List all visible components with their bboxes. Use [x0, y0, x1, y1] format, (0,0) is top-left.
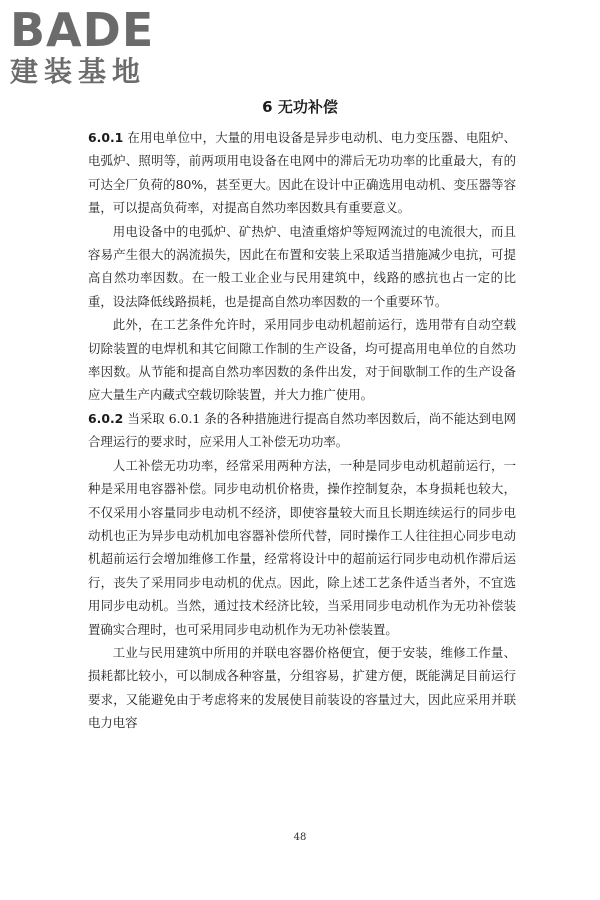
- logo-word: BADE: [10, 3, 155, 57]
- paragraph: 工业与民用建筑中所用的并联电容器价格便宜，便于安装，维修工作量、损耗都比较小，可以制成各种容量，分组容易，扩建方便，既能满足目前运行要求，又能避免由于考虑将来的发展使目前装设的容量过大，因此应采用并联电力电容: [88, 644, 516, 731]
- paragraph-6-0-2: [88, 407, 516, 454]
- paragraph: 人工补偿无功功率，经常采用两种方法，一种是同步电动机超前运行，一种是采用电容器补偿。同步电动机价格贵，操作控制复杂，本身损耗也较大，不仅采用小容量同步电动机不经济，即使容量较大而且长期连续运行的同步电动机也正为异步电动机加电容器补偿所代替，同时操作工人往往担心同步电动机超前运行会增加维修工作量，经常将设计中的超前运行同步电动机作滞后运行，丧失了采用同步电动机的优点。因此，除上述工艺条件适当者外，不宜选用同步电动机。当然，通过技术经济比较，当采用同步电动机作为无功补偿装置确实合理时，也可采用同步电动机作为无功补偿装置。: [88, 457, 516, 637]
- logo: [10, 3, 180, 88]
- clause-number: 6.0.1: [88, 130, 124, 145]
- paragraph-6-0-1: [88, 126, 516, 220]
- paragraph: 用电设备中的电弧炉、矿热炉、电渣重熔炉等短网流过的电流很大，而且容易产生很大的涡流损失，因此在布置和安装上采取适当措施减少电抗，可提高自然功率因数。在一般工业企业与民用建筑中，线路的感抗也占一定的比重，设法降低线路损耗，也是提高自然功率因数的一个重要环节。: [88, 223, 516, 309]
- chapter-title: 6 无功补偿: [262, 98, 338, 116]
- logo-subtitle: 建装基地: [10, 55, 147, 88]
- body-text: [88, 126, 516, 735]
- paragraph-text: 当采取 6.0.1 条的各种措施进行提高自然功率因数后，尚不能达到电网合理运行的要求时，应采用人工补偿无功功率。: [88, 410, 516, 450]
- paragraph: 此外，在工艺条件允许时，采用同步电动机超前运行，选用带有自动空载切除装置的电焊机和其它间隙工作制的生产设备，均可提高用电单位的自然功率因数。从节能和提高自然功率因数的条件出发，对于间歇制工作的生产设备应大量生产内藏式空载切除装置，并大力推广使用。: [88, 317, 516, 403]
- page-number: 48: [293, 832, 307, 843]
- clause-number: 6.0.2: [88, 410, 124, 426]
- paragraph-text: 在用电单位中，大量的用电设备是异步电动机、电力变压器、电阻炉、电弧炉、照明等，前两项用电设备在电网中的滞后无功功率的比重最大，有的可达全厂负荷的80%，甚至更大。因此在设计中正确选用电动机、变压器等容量，可以提高负荷率，对提高自然功率因数具有重要意义。: [88, 130, 516, 216]
